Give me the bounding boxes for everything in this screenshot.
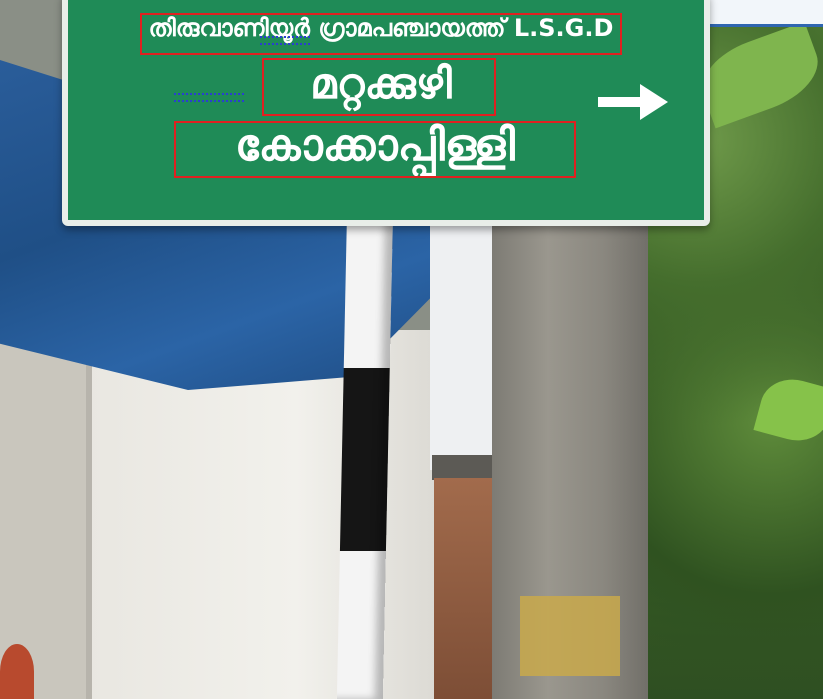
brick-structure [434, 478, 494, 699]
wall-edge [86, 330, 92, 699]
annotation-box-line-middle [262, 58, 496, 116]
background-board [700, 0, 823, 27]
sign-line-place-1: മറ്റക്കുഴി [310, 59, 452, 108]
annotation-box-line-top [140, 13, 622, 55]
annotation-box-line-bottom [174, 121, 576, 178]
tin-roof [432, 455, 494, 480]
sign-line-panchayat: തിരുവാണിയൂർ ഗ്രാമപഞ്ചായത്ത് L.S.G.D [148, 14, 614, 42]
red-object [0, 644, 34, 699]
right-arrow-icon [598, 82, 668, 122]
annotation-mark [260, 36, 310, 45]
annotation-mark [174, 93, 244, 102]
sign-line-place-2: കോക്കാപ്പിള്ളി [235, 120, 515, 171]
painted-marking [520, 596, 620, 676]
